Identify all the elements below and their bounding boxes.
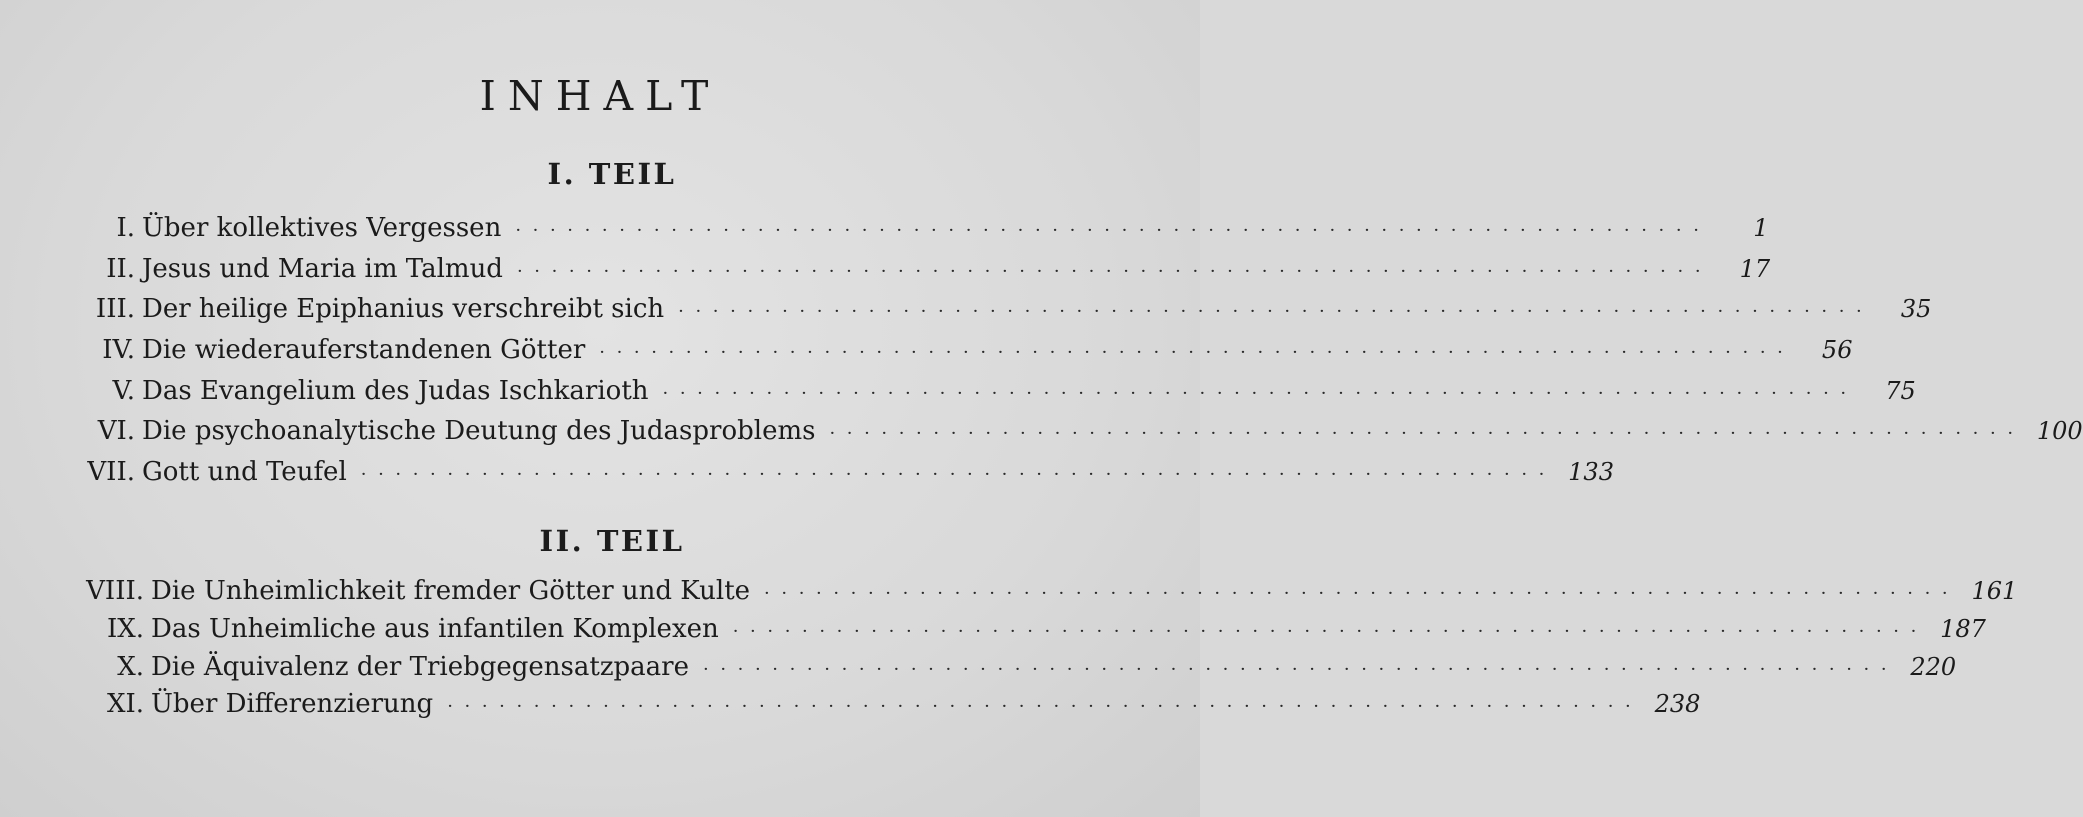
- chapter-title: Über Differenzierung: [151, 689, 434, 720]
- toc-entry: [60, 576, 2018, 616]
- page-number: 133: [1568, 458, 1614, 487]
- dot-leader: ·····································································: [732, 620, 1928, 642]
- page-title: INHALT: [479, 72, 721, 120]
- toc-entry: [60, 253, 1771, 297]
- chapter-title: Die Unheimlichkeit fremder Götter und Kulte: [151, 576, 751, 606]
- page-number: 220: [1910, 652, 1957, 681]
- page-number: 75: [1885, 376, 1916, 405]
- chapter-title: Der heilige Epiphanius verschreibt sich: [142, 294, 665, 325]
- toc-entry: [60, 457, 1614, 500]
- page-number: 1: [1753, 214, 1769, 242]
- chapter-title: Die wiederauferstandenen Götter: [142, 335, 586, 366]
- toc-list: [60, 213, 2083, 500]
- page-number: 161: [1971, 577, 2018, 605]
- dot-leader: ·····································································: [662, 382, 1858, 404]
- chapter-number: VIII.: [86, 576, 144, 606]
- chapter-number: VII.: [87, 457, 135, 488]
- dot-leader: ·····································································: [764, 583, 1960, 604]
- chapter-number: XI.: [106, 689, 144, 720]
- dot-leader: ·····································································: [447, 696, 1643, 718]
- chapter-number: V.: [112, 375, 135, 406]
- toc-entry: [60, 689, 1701, 729]
- dot-leader: ·····································································: [829, 423, 2025, 445]
- dot-leader: ·····································································: [360, 464, 1556, 486]
- page-number: 238: [1654, 690, 1701, 719]
- page-number: 17: [1739, 254, 1771, 283]
- chapter-title: Gott und Teufel: [142, 457, 347, 488]
- chapter-number: VI.: [97, 416, 135, 447]
- chapter-number: III.: [95, 294, 135, 325]
- chapter-number: I.: [116, 213, 135, 243]
- part-heading: II. TEIL: [539, 524, 685, 558]
- chapter-title: Über kollektives Vergessen: [142, 213, 502, 243]
- toc-entry: [60, 416, 2083, 459]
- page-number: 100: [2036, 417, 2083, 446]
- chapter-title: Die psychoanalytische Deutung des Judasproblems: [142, 416, 816, 447]
- toc-entry: [60, 651, 1957, 692]
- dot-leader: ·····································································: [515, 220, 1711, 241]
- dot-leader: ·····································································: [703, 658, 1899, 680]
- chapter-title: Das Unheimliche aus infantilen Komplexen: [151, 613, 719, 644]
- dot-leader: ·····································································: [516, 260, 1713, 282]
- toc-list: [60, 576, 2018, 729]
- page-number: 187: [1940, 614, 1986, 643]
- toc-entry: [60, 613, 1986, 654]
- page-number: 56: [1821, 336, 1853, 365]
- dot-leader: ·····································································: [599, 342, 1795, 364]
- chapter-title: Das Evangelium des Judas Ischkarioth: [142, 375, 649, 406]
- part-heading: I. TEIL: [547, 157, 677, 191]
- chapter-title: Die Äquivalenz der Triebgegensatzpaare: [151, 651, 689, 682]
- page-number: 35: [1900, 295, 1932, 324]
- toc-entry: [60, 213, 1769, 256]
- chapter-number: II.: [106, 253, 135, 284]
- toc-entry: [60, 335, 1853, 378]
- dot-leader: ·····································································: [678, 301, 1874, 323]
- toc-entry: [60, 375, 1916, 419]
- chapter-number: IV.: [102, 335, 135, 366]
- chapter-number: IX.: [106, 613, 144, 644]
- toc-entry: [60, 294, 1932, 337]
- chapter-title: Jesus und Maria im Talmud: [142, 253, 503, 284]
- chapter-number: X.: [117, 651, 144, 682]
